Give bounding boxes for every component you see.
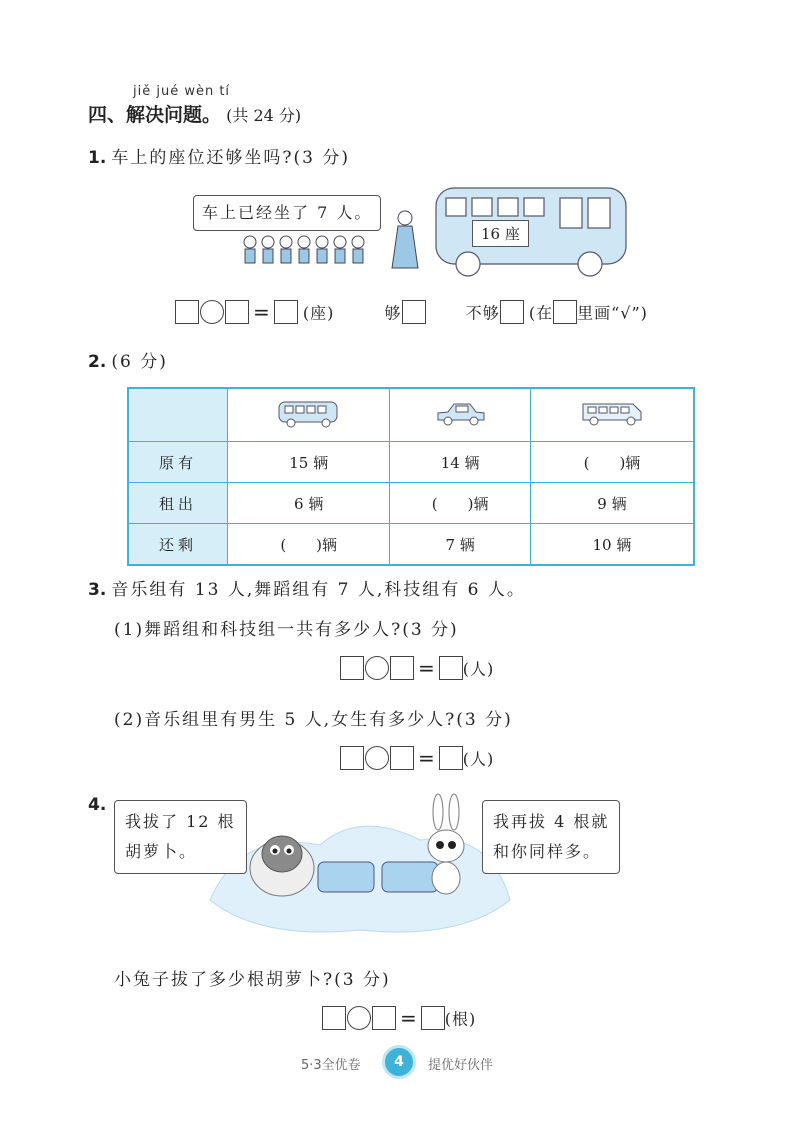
q4-illustration — [200, 790, 520, 940]
q4-rabbit-bubble-line2: 和你同样多。 — [493, 842, 602, 861]
q3-answer-line-2: = (人) — [340, 746, 494, 770]
q4-answer-line: = (根) — [322, 1006, 476, 1030]
q4-number: 4. — [88, 795, 107, 815]
footer-brand: 5·3全优卷 — [301, 1058, 361, 1073]
q1-prompt — [88, 143, 350, 168]
q2-prompt — [88, 347, 168, 372]
table-cell-blank[interactable]: ( )辆 — [530, 442, 694, 483]
table-cell-blank[interactable]: ( )辆 — [228, 524, 390, 566]
table-cell: 6 辆 — [228, 483, 390, 524]
footer-slogan: 提优好伙伴 — [428, 1058, 494, 1073]
car-icon — [432, 396, 488, 430]
table-row — [128, 483, 694, 524]
q4-operand-box[interactable] — [372, 1006, 396, 1030]
row-label: 还剩 — [128, 524, 228, 566]
q1-operator-circle[interactable] — [200, 300, 224, 324]
q3-sub2: (2)音乐组里有男生 5 人,女生有多少人?(3 分) — [114, 710, 513, 730]
q1-result-box[interactable] — [274, 300, 298, 324]
q1-text: 车上的座位还够坐吗?(3 分) — [111, 148, 350, 168]
q1-instruction-pre: (在 — [528, 303, 554, 323]
q3-text: 音乐组有 13 人,舞蹈组有 7 人,科技组有 6 人。 — [111, 580, 526, 600]
q3-prompt — [88, 575, 526, 600]
q1-speech-bubble: 车上已经坐了 7 人。 — [193, 195, 381, 231]
header-van-cell — [530, 388, 694, 442]
table-corner-cell — [128, 388, 228, 442]
section-pinyin: jiě jué wèn tí — [133, 84, 231, 99]
rabbit-icon — [428, 794, 464, 894]
q4-sheep-bubble-line1: 我拔了 12 根 — [125, 812, 236, 831]
bus-icon — [436, 188, 626, 276]
q3-operator-circle[interactable] — [365, 746, 389, 770]
q3-result-box[interactable] — [439, 746, 463, 770]
page-number: 4 — [382, 1045, 416, 1079]
q2-score: (6 分) — [111, 352, 168, 372]
table-row — [128, 524, 694, 566]
q2-number: 2. — [88, 352, 107, 372]
q1-not-enough-label: 不够 — [465, 303, 500, 323]
q3-number: 3. — [88, 580, 107, 600]
q1-not-enough-box[interactable] — [500, 300, 524, 324]
q3-unit: (人) — [462, 659, 495, 679]
q4-rabbit-bubble-line1: 我再拔 4 根就 — [493, 812, 610, 831]
q1-operand-box[interactable] — [225, 300, 249, 324]
row-label: 原有 — [128, 442, 228, 483]
header-car-cell — [390, 388, 531, 442]
q1-operand-box[interactable] — [175, 300, 199, 324]
q4-sheep-bubble — [114, 800, 247, 874]
bus-icon — [276, 396, 342, 430]
table-cell: 10 辆 — [530, 524, 694, 566]
section-title: 四、解决问题。 — [88, 104, 222, 126]
q4-rabbit-bubble — [482, 800, 620, 874]
bus-seat-sign: 16 座 — [472, 220, 529, 247]
q4-operator-circle[interactable] — [347, 1006, 371, 1030]
q1-number: 1. — [88, 148, 107, 168]
q3-operand-box[interactable] — [390, 656, 414, 680]
q1-illustration — [240, 180, 640, 280]
q4-result-box[interactable] — [421, 1006, 445, 1030]
q4-unit: (根) — [444, 1009, 477, 1029]
q3-operand-box[interactable] — [340, 746, 364, 770]
table-header-row — [128, 388, 694, 442]
rental-table — [127, 387, 695, 566]
q4-operand-box[interactable] — [322, 1006, 346, 1030]
teacher-icon — [392, 211, 418, 268]
q3-unit: (人) — [462, 749, 495, 769]
q1-answer-line: = (座) 够 不够 (在 里画“√”) — [175, 300, 648, 324]
table-cell: 7 辆 — [390, 524, 531, 566]
van-icon — [579, 396, 645, 430]
q1-enough-box[interactable] — [402, 300, 426, 324]
q3-sub1: (1)舞蹈组和科技组一共有多少人?(3 分) — [114, 620, 459, 640]
q1-instruction-post: 里画“√”) — [577, 303, 648, 323]
q3-operand-box[interactable] — [340, 656, 364, 680]
q3-result-box[interactable] — [439, 656, 463, 680]
q1-instruction-box — [553, 300, 577, 324]
q4-prompt — [88, 795, 106, 815]
q4-question: 小兔子拔了多少根胡萝卜?(3 分) — [114, 970, 391, 990]
q3-operator-circle[interactable] — [365, 656, 389, 680]
q1-unit: (座) — [302, 303, 335, 323]
section-heading — [88, 100, 301, 127]
header-bus-cell — [228, 388, 390, 442]
table-cell: 15 辆 — [228, 442, 390, 483]
children-group-icon — [244, 236, 364, 263]
section-score: (共 24 分) — [226, 106, 302, 125]
table-cell: 14 辆 — [390, 442, 531, 483]
table-row — [128, 442, 694, 483]
q3-operand-box[interactable] — [390, 746, 414, 770]
q1-enough-label: 够 — [384, 303, 402, 323]
table-cell: 9 辆 — [530, 483, 694, 524]
row-label: 租出 — [128, 483, 228, 524]
q3-answer-line-1: = (人) — [340, 656, 494, 680]
table-cell-blank[interactable]: ( )辆 — [390, 483, 531, 524]
q4-sheep-bubble-line2: 胡萝卜。 — [125, 842, 198, 861]
